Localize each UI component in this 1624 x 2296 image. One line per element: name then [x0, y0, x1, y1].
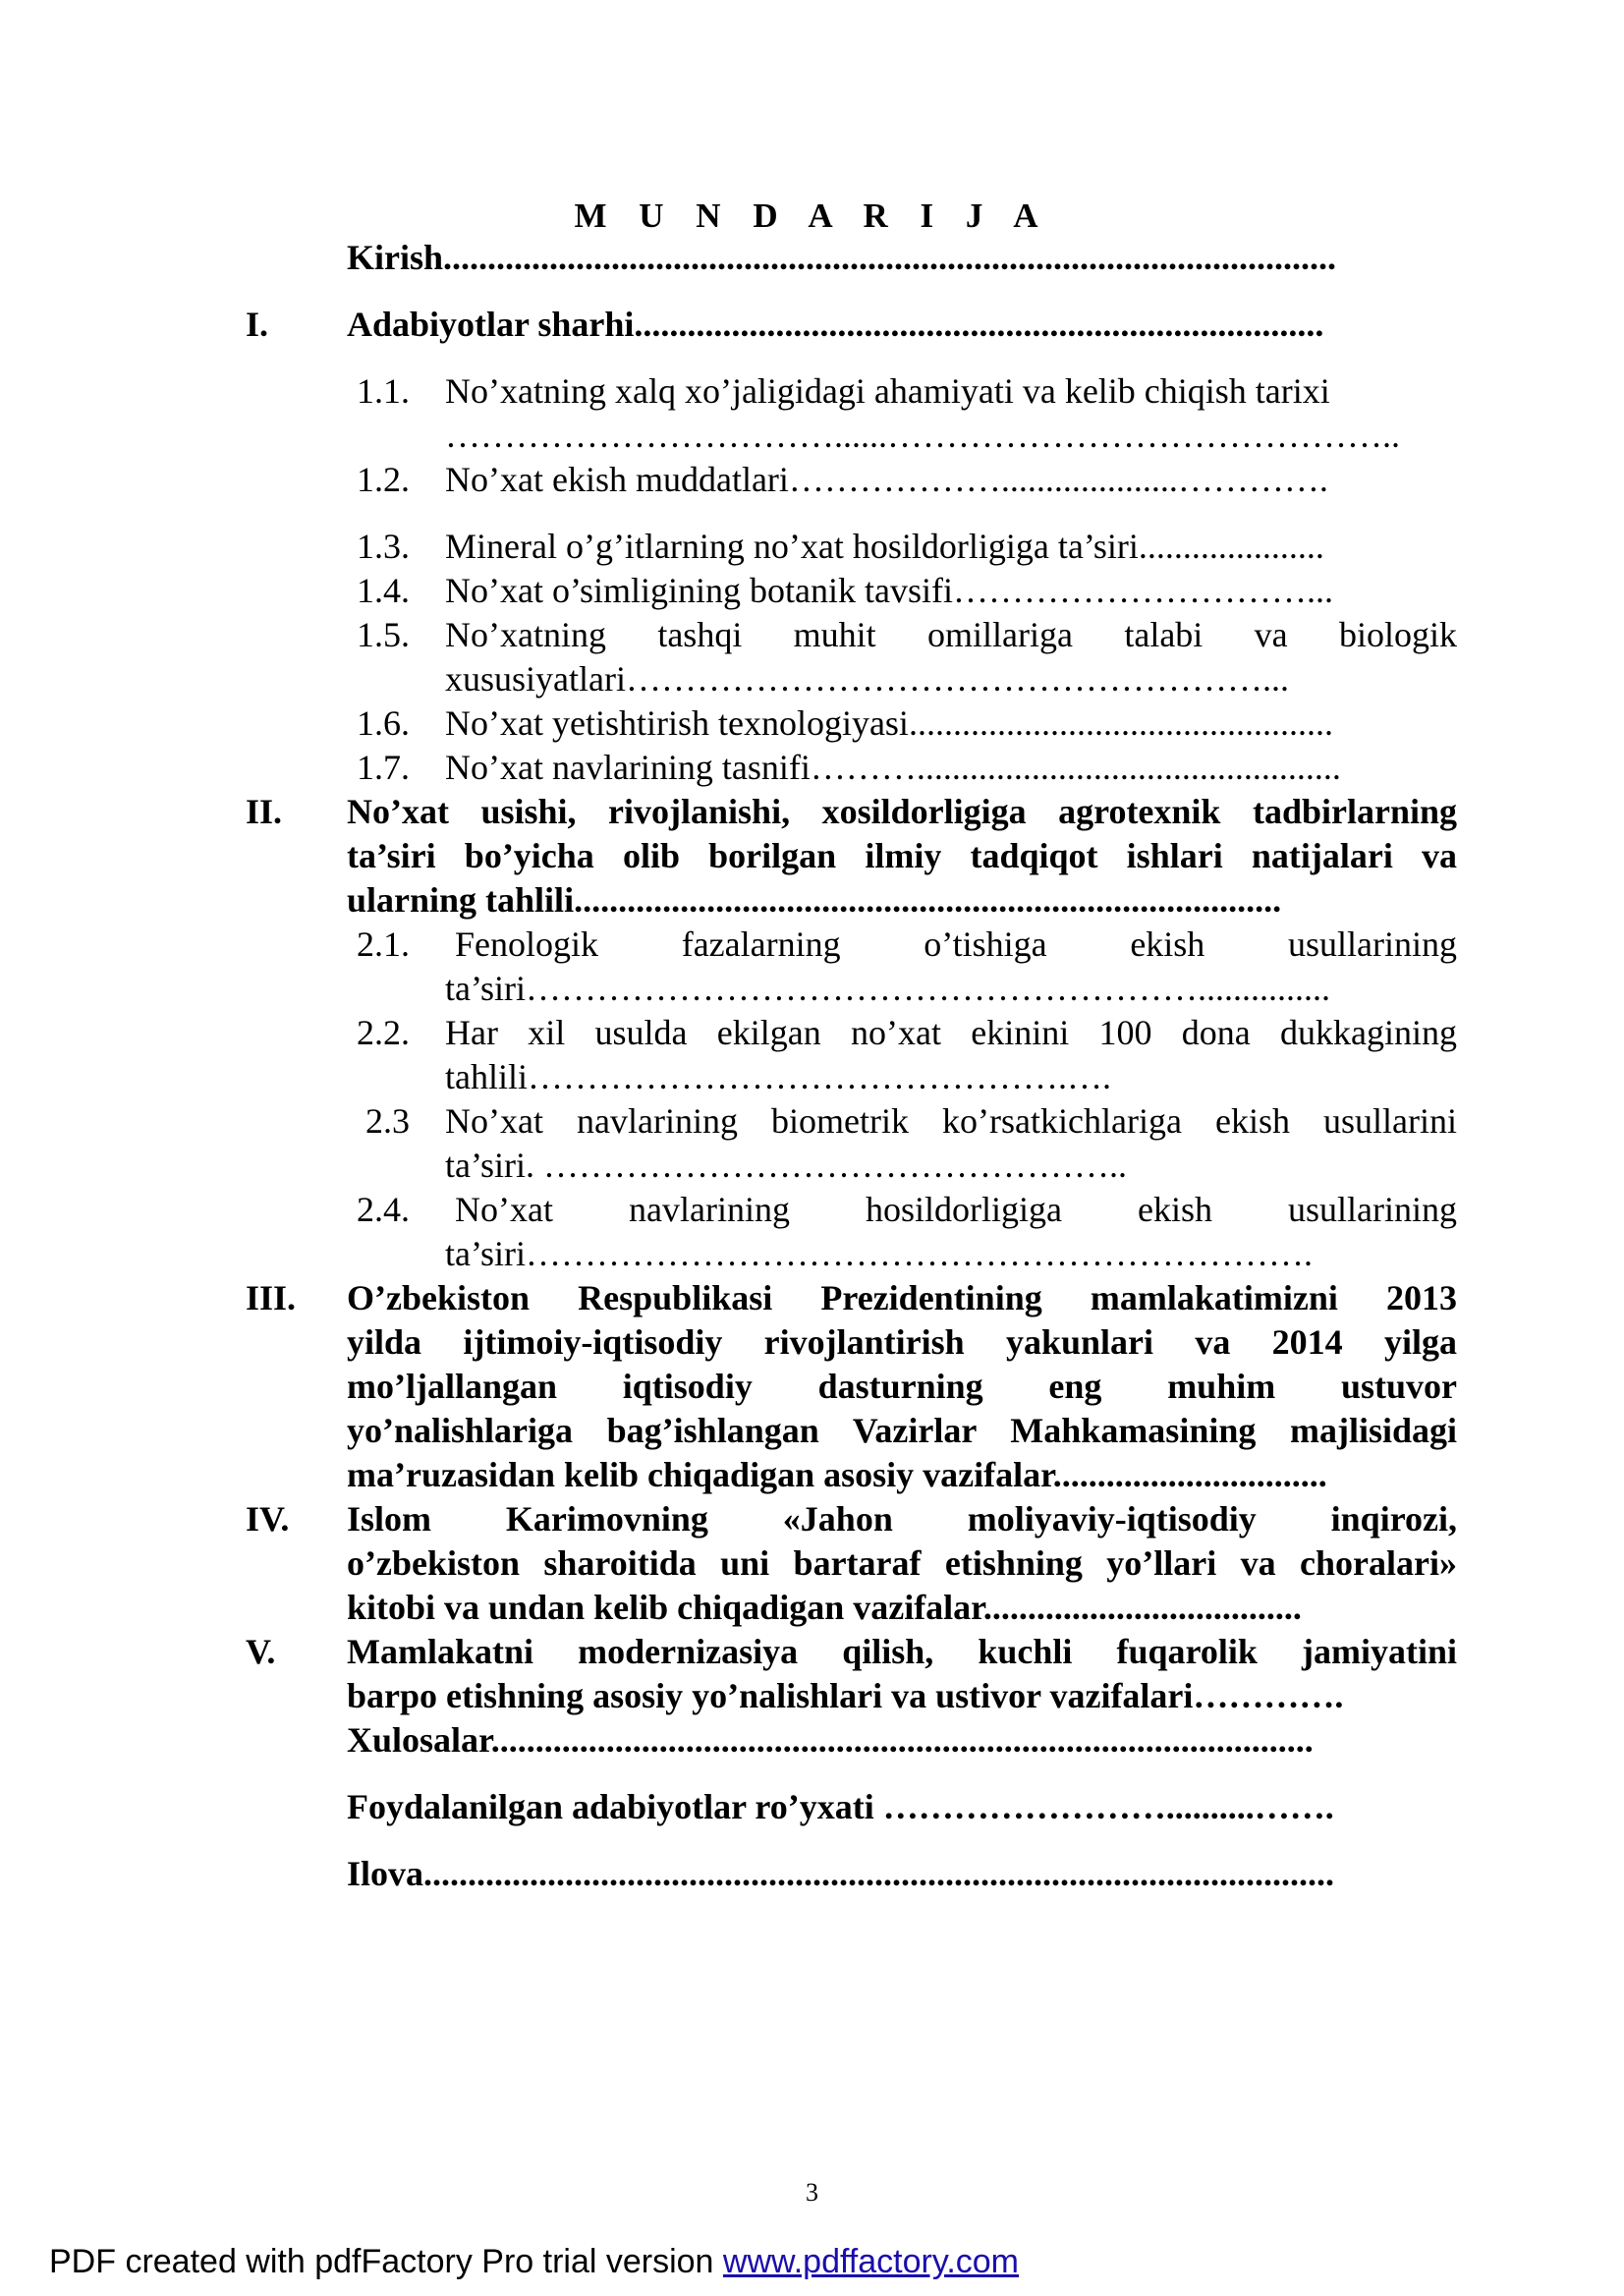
footer-link[interactable]: www.pdffactory.com: [722, 2243, 1019, 2280]
section-title: No’xat ekish muddatlari………………....................………….: [445, 460, 1328, 499]
section-title: No’xat yetishtirish texnologiyasi................................................: [445, 703, 1333, 743]
chapter-number: I.: [246, 305, 269, 344]
section-title-continued: tahlili……………………………………….….: [445, 1057, 1111, 1096]
toc-entry-references: Foydalanilgan adabiyotlar ro’yxati ……………………..........…….: [347, 1787, 1334, 1826]
section-title: Fenologik fazalarning o’tishiga ekish usullarining: [455, 924, 1457, 964]
section-title-continued: xususiyatlari………………………………………………...: [445, 659, 1289, 699]
section-title: No’xat navlarining tasnifi………................................................: [445, 748, 1341, 787]
chapter-title-continued: ta’siri bo’yicha olib borilgan ilmiy tadqiqot ishlari natijalari va: [347, 836, 1457, 875]
toc-entry-intro: Kirish.....................................................................................................: [347, 238, 1337, 277]
chapter-title-continued: ma’ruzasidan kelib chiqadigan asosiy vazifalar...............................: [347, 1455, 1327, 1494]
section-title: No’xatning tashqi muhit omillariga talabi va biologik: [445, 615, 1457, 654]
section-title: No’xat o’simligining botanik tavsifi…………………………...: [445, 571, 1333, 610]
chapter-title-continued: kitobi va undan kelib chiqadigan vazifalar....................................: [347, 1588, 1302, 1627]
chapter-title: No’xat usishi, rivojlanishi, xosildorligiga agrotexnik tadbirlarning: [347, 792, 1457, 831]
chapter-title-continued: o’zbekiston sharoitida uni bartaraf etishning yo’llari va choralari»: [347, 1543, 1457, 1583]
section-number: 2.2.: [357, 1013, 410, 1052]
section-number: 2.4.: [357, 1190, 410, 1229]
toc-entry-appendix: Ilova.......................................................................................................: [347, 1854, 1335, 1893]
section-title: Mineral o’g’itlarning no’xat hosildorligiga ta’siri.....................: [445, 527, 1324, 566]
chapter-title: Mamlakatni modernizasiya qilish, kuchli fuqarolik jamiyatini: [347, 1632, 1457, 1671]
chapter-title: O’zbekiston Respublikasi Prezidentining mamlakatimizni 2013: [347, 1278, 1457, 1317]
section-number: 1.2.: [357, 460, 410, 499]
section-number: 1.6.: [357, 703, 410, 743]
page-title: M U N D A R I J A: [574, 196, 1050, 235]
page-number: 3: [806, 2178, 818, 2207]
section-title: No’xatning xalq xo’jaligidagi ahamiyati va kelib chiqish tarixi: [445, 371, 1330, 411]
chapter-title-continued: barpo etishning asosiy yo’nalishlari va ustivor vazifalari………….: [347, 1676, 1344, 1715]
section-title: No’xat navlarining biometrik ko’rsatkichlariga ekish usullarini: [445, 1101, 1457, 1141]
chapter-number: IV.: [246, 1499, 290, 1539]
chapter-title-continued: yo’nalishlariga bag’ishlangan Vazirlar Mahkamasining majlisidagi: [347, 1411, 1457, 1450]
chapter-title-continued: ularning tahlili................................................................................: [347, 880, 1282, 920]
section-title-continued: ta’siri. …………………………………………..: [445, 1146, 1127, 1185]
section-number: 1.5.: [357, 615, 410, 654]
section-number: 1.4.: [357, 571, 410, 610]
section-title-continued: ta’siri………………………………………………………….: [445, 1234, 1313, 1273]
section-number: 2.3: [365, 1101, 410, 1141]
chapter-number: II.: [246, 792, 283, 831]
footer-text: PDF created with pdfFactory Pro trial version: [49, 2243, 723, 2280]
section-title: Har xil usulda ekilgan no’xat ekinini 100 dona dukkagining: [445, 1013, 1457, 1052]
chapter-title: Islom Karimovning «Jahon moliyaviy-iqtisodiy inqirozi,: [347, 1499, 1457, 1539]
chapter-title: Adabiyotlar sharhi..............................................................................: [347, 305, 1324, 344]
chapter-title-continued: yilda ijtimoiy-iqtisodiy rivojlantirish yakunlari va 2014 yilga: [347, 1322, 1457, 1362]
chapter-title-continued: mo’ljallangan iqtisodiy dasturning eng muhim ustuvor: [347, 1367, 1457, 1406]
section-number: 2.1.: [357, 924, 410, 964]
section-title: No’xat navlarining hosildorligiga ekish usullarining: [455, 1190, 1457, 1229]
section-number: 1.3.: [357, 527, 410, 566]
pdf-footer: [49, 2240, 1019, 2283]
section-number: 1.1.: [357, 371, 410, 411]
toc-entry-conclusion: Xulosalar.............................................................................................: [347, 1720, 1314, 1760]
chapter-number: III.: [246, 1278, 297, 1317]
section-title-continued: ta’siri…………………………………………………...............: [445, 969, 1330, 1008]
section-title-continued: ……………………………......……………………………………..: [445, 416, 1400, 455]
section-number: 1.7.: [357, 748, 410, 787]
chapter-number: V.: [246, 1632, 276, 1671]
